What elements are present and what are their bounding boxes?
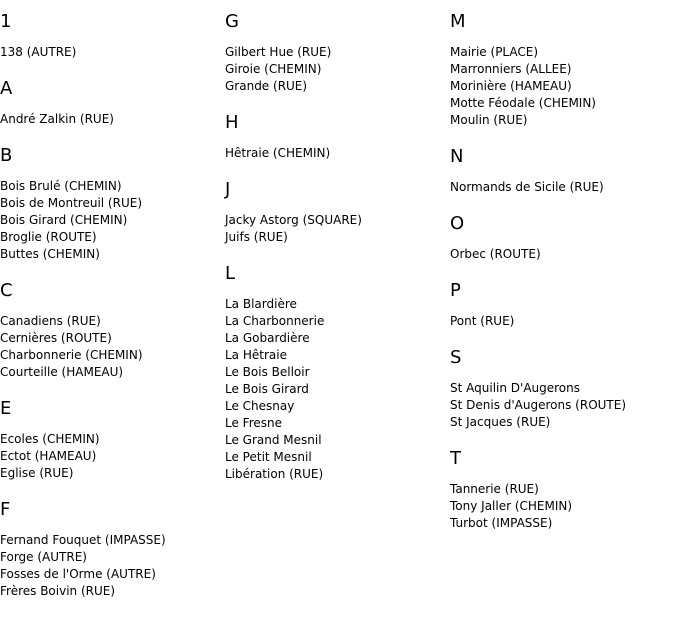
street-link[interactable]: Le Chesnay [225, 399, 295, 413]
street-link[interactable]: St Aquilin D'Augerons [450, 381, 581, 395]
letter-group [225, 264, 445, 483]
street-link[interactable]: Eglise (RUE) [0, 466, 74, 480]
letter-heading: A [0, 78, 13, 99]
street-link[interactable]: Charbonnerie (CHEMIN) [0, 348, 143, 362]
letter-heading: 1 [0, 11, 12, 32]
street-link[interactable]: Le Bois Belloir [225, 365, 310, 379]
street-list [450, 44, 670, 129]
letter-heading: J [225, 179, 231, 200]
street-link[interactable]: Le Fresne [225, 416, 282, 430]
street-link[interactable]: La Charbonnerie [225, 314, 325, 328]
street-link[interactable]: La Gobardière [225, 331, 310, 345]
letter-heading: L [225, 263, 236, 284]
street-link[interactable]: Motte Féodale (CHEMIN) [450, 96, 596, 110]
letter-heading: N [450, 146, 464, 167]
letter-heading: C [0, 280, 13, 301]
street-link[interactable]: St Denis d'Augerons (ROUTE) [450, 398, 627, 412]
street-link[interactable]: 138 (AUTRE) [0, 45, 77, 59]
street-list [450, 246, 670, 263]
index-column-3 [450, 12, 670, 550]
street-link[interactable]: Fernand Fouquet (IMPASSE) [0, 533, 166, 547]
street-link[interactable]: Le Grand Mesnil [225, 433, 322, 447]
street-link[interactable]: Broglie (ROUTE) [0, 230, 97, 244]
street-link[interactable]: Orbec (ROUTE) [450, 247, 541, 261]
street-list [0, 44, 220, 61]
street-link[interactable]: St Jacques (RUE) [450, 415, 551, 429]
street-link[interactable]: Normands de Sicile (RUE) [450, 180, 604, 194]
letter-group [225, 113, 445, 162]
street-link[interactable]: Libération (RUE) [225, 467, 324, 481]
street-link[interactable]: Gilbert Hue (RUE) [225, 45, 332, 59]
letter-group [450, 281, 670, 330]
street-link[interactable]: Bois de Montreuil (RUE) [0, 196, 143, 210]
street-link[interactable]: Grande (RUE) [225, 79, 308, 93]
street-link[interactable]: Canadiens (RUE) [0, 314, 101, 328]
letter-heading: E [0, 398, 12, 419]
letter-heading: H [225, 112, 239, 133]
letter-group [0, 146, 220, 263]
letter-group [0, 79, 220, 128]
letter-group [450, 449, 670, 532]
street-list [450, 380, 670, 431]
street-link[interactable]: Giroie (CHEMIN) [225, 62, 322, 76]
street-list [0, 178, 220, 263]
street-link[interactable]: Le Petit Mesnil [225, 450, 312, 464]
letter-heading: O [450, 213, 465, 234]
letter-group [450, 12, 670, 129]
street-link[interactable]: La Hêtraie [225, 348, 287, 362]
street-link[interactable]: Bois Brulé (CHEMIN) [0, 179, 122, 193]
street-link[interactable]: Tony Jaller (CHEMIN) [450, 499, 573, 513]
street-list [225, 296, 445, 483]
street-link[interactable]: Moulin (RUE) [450, 113, 528, 127]
street-link[interactable]: Le Bois Girard [225, 382, 309, 396]
letter-heading: P [450, 280, 461, 301]
street-link[interactable]: Mairie (PLACE) [450, 45, 539, 59]
street-link[interactable]: Tannerie (RUE) [450, 482, 539, 496]
index-column-1 [0, 12, 220, 618]
street-link[interactable]: Ectot (HAMEAU) [0, 449, 97, 463]
street-link[interactable]: Forge (AUTRE) [0, 550, 87, 564]
street-link[interactable]: Marronniers (ALLEE) [450, 62, 572, 76]
street-link[interactable]: Cernières (ROUTE) [0, 331, 112, 345]
street-list [225, 145, 445, 162]
street-list [450, 481, 670, 532]
letter-group [225, 12, 445, 95]
letter-group [0, 399, 220, 482]
street-link[interactable]: Turbot (IMPASSE) [450, 516, 553, 530]
street-list [450, 313, 670, 330]
street-list [0, 313, 220, 381]
letter-heading: T [450, 448, 461, 469]
street-link[interactable]: André Zalkin (RUE) [0, 112, 114, 126]
street-list [225, 212, 445, 246]
street-link[interactable]: Jacky Astorg (SQUARE) [225, 213, 362, 227]
street-link[interactable]: Pont (RUE) [450, 314, 515, 328]
street-link[interactable]: La Blardière [225, 297, 297, 311]
street-link[interactable]: Ecoles (CHEMIN) [0, 432, 100, 446]
letter-heading: M [450, 11, 466, 32]
street-link[interactable]: Morinière (HAMEAU) [450, 79, 572, 93]
street-link[interactable]: Bois Girard (CHEMIN) [0, 213, 128, 227]
street-list [0, 431, 220, 482]
letter-group [450, 147, 670, 196]
street-list [0, 532, 220, 600]
letter-group [0, 12, 220, 61]
street-link[interactable]: Buttes (CHEMIN) [0, 247, 100, 261]
letter-group [450, 348, 670, 431]
street-link[interactable]: Fosses de l'Orme (AUTRE) [0, 567, 156, 581]
letter-group [0, 500, 220, 600]
street-link[interactable]: Frères Boivin (RUE) [0, 584, 116, 598]
street-link[interactable]: Hêtraie (CHEMIN) [225, 146, 331, 160]
street-list [450, 179, 670, 196]
street-link[interactable]: Courteille (HAMEAU) [0, 365, 124, 379]
letter-group [225, 180, 445, 246]
letter-group [0, 281, 220, 381]
index-column-2 [225, 12, 445, 501]
letter-heading: S [450, 347, 462, 368]
letter-heading: F [0, 499, 11, 520]
letter-heading: B [0, 145, 13, 166]
letter-group [450, 214, 670, 263]
street-list [0, 111, 220, 128]
street-link[interactable]: Juifs (RUE) [225, 230, 288, 244]
letter-heading: G [225, 11, 239, 32]
street-list [225, 44, 445, 95]
